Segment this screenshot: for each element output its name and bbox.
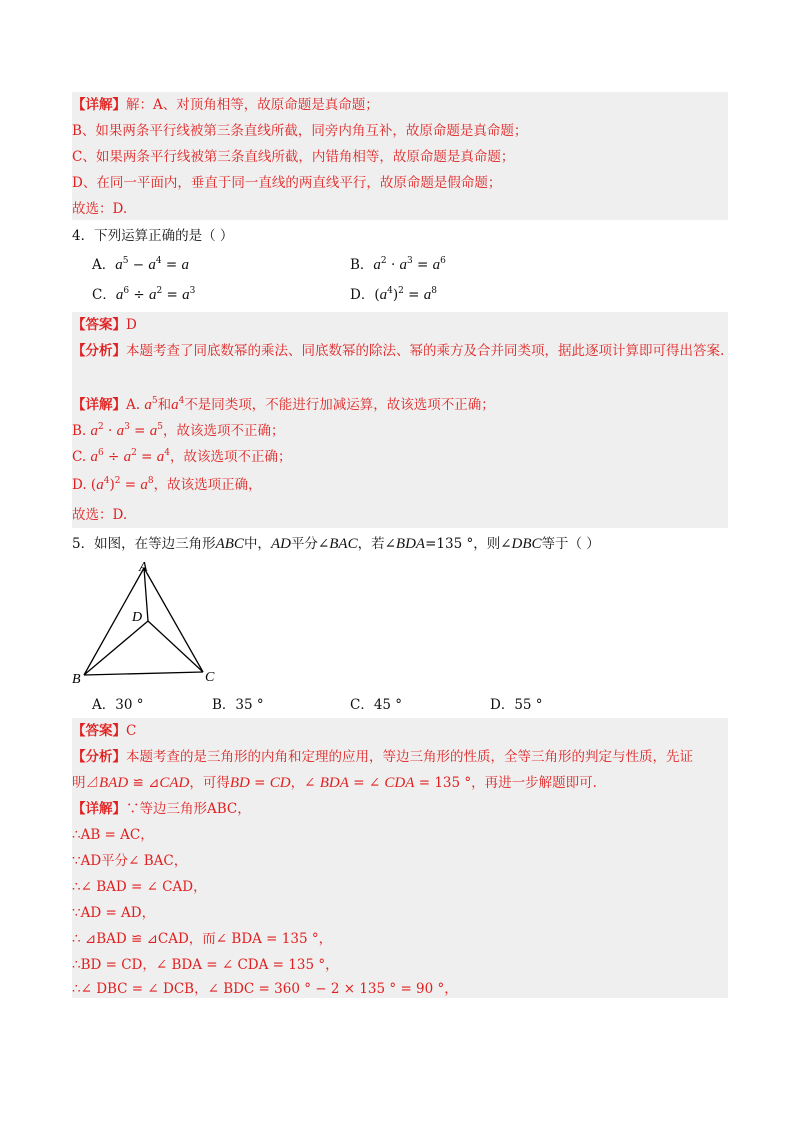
segment-ad (144, 568, 148, 621)
side-bc (84, 672, 203, 675)
q4-detail-b: B. $a^2 \cdot a^3 = a^5$，故该选项不正确； (72, 422, 285, 439)
q5-proof-3: ∵AD平分∠ BAC， (72, 853, 188, 869)
q3-detail-line-2: B、如果两条平行线被第三条直线所截，同旁内角互补，故原命题是真命题； (72, 123, 528, 139)
q4-conclusion: 故选：D. (72, 507, 128, 523)
label-b: B (72, 672, 81, 687)
q5-option-d: D．55 ° (490, 697, 543, 713)
q3-detail-line-1: 【详解】解：A、对顶角相等，故原命题是真命题； (72, 97, 379, 113)
q4-detail-c: C. $a^6 \div a^2 = a^4$，故该选项不正确； (72, 448, 292, 465)
q3-detail-line-5: 故选：D. (72, 201, 128, 217)
label-c: C (205, 670, 215, 685)
q5-option-b: B．35 ° (212, 697, 264, 713)
q4-options-row-1 (72, 250, 728, 280)
q4-stem: 4．下列运算正确的是（ ） (72, 228, 234, 244)
q4-option-d: D．$(a^4)^2 = a^8$ (350, 286, 437, 303)
q5-detail-1: 【详解】∵等边三角形ABC， (72, 801, 251, 817)
q5-proof-2: ∴AB = AC， (72, 827, 154, 843)
q5-answer: 【答案】C (72, 723, 137, 739)
q4-option-c: C．$a^6 \div a^2 = a^3$ (92, 286, 196, 303)
side-ac (144, 568, 203, 672)
q4-solution-block (72, 312, 728, 528)
q4-detail-d: D. $(a^4)^2 = a^8$，故该选项正确， (72, 476, 262, 493)
label-d: D (132, 610, 143, 625)
q4-option-a: A．$a^5 - a^4 = a$ (92, 256, 190, 273)
q5-analysis-2: 明⊿BAD ≌ ⊿CAD，可得BD = CD，∠ BDA = ∠ CDA = 135 °，再进一步解题即可. (72, 775, 597, 791)
q5-proof-8: ∴∠ DBC = ∠ DCB，∠ BDC = 360 ° − 2 × 135 ° = 90 °， (72, 981, 458, 997)
q5-option-c: C．45 ° (350, 697, 403, 713)
q5-proof-4: ∴∠ BAD = ∠ CAD， (72, 879, 207, 895)
q3-detail-block (72, 92, 728, 220)
q5-triangle-figure (72, 558, 232, 688)
segment-bd (84, 621, 148, 675)
q5-proof-5: ∵AD = AD， (72, 905, 156, 921)
q4-analysis: 【分析】本题考查了同底数幂的乘法、同底数幂的除法、幂的乘方及合并同类项，据此逐项计算即可得出答案. (72, 343, 725, 359)
q5-option-a: A．30 ° (92, 697, 144, 713)
segment-cd (148, 621, 203, 672)
detail-tag: 【详解】 (72, 97, 126, 113)
q4-answer: 【答案】D (72, 317, 137, 333)
q5-options (72, 690, 728, 720)
q3-detail-line-4: D、在同一平面内，垂直于同一直线的两直线平行，故原命题是假命题； (72, 175, 502, 191)
q5-proof-7: ∴BD = CD，∠ BDA = ∠ CDA = 135 °， (72, 957, 339, 973)
q4-options-row-2 (72, 280, 728, 310)
q5-analysis-1: 【分析】本题考查的是三角形的内角和定理的应用，等边三角形的性质，全等三角形的判定与性质，先证 (72, 749, 693, 765)
q5-proof-6: ∴ ⊿BAD ≌ ⊿CAD，而∠ BDA = 135 °， (72, 931, 333, 947)
q5-solution-block (72, 718, 728, 998)
label-a: A (139, 560, 148, 575)
q5-stem: 5．如图，在等边三角形ABC中，AD平分∠BAC，若∠BDA=135 °，则∠DBC等于（ ） (72, 536, 600, 552)
q4-detail-a: 【详解】A. $a^5$和$a^4$不是同类项，不能进行加减运算，故该选项不正确； (72, 396, 495, 413)
q4-option-b: B．$a^2 \cdot a^3 = a^6$ (350, 256, 446, 273)
q3-detail-line-3: C、如果两条平行线被第三条直线所截，内错角相等，故原命题是真命题； (72, 149, 515, 165)
